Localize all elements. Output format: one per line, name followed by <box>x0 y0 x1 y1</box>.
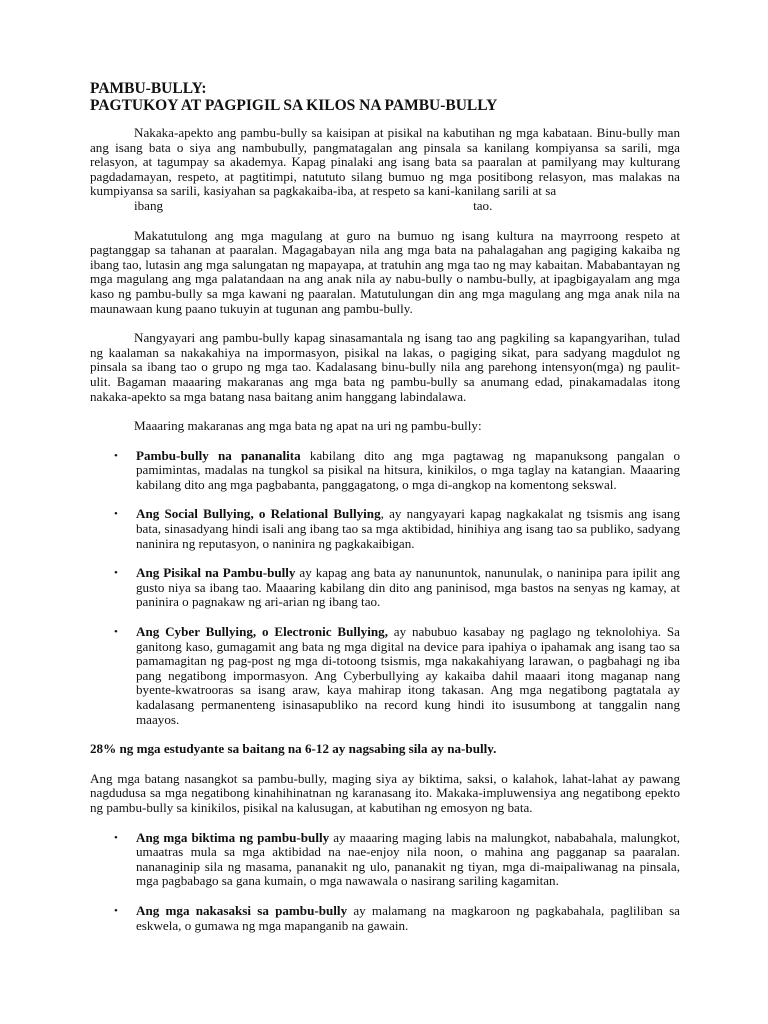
intro-last-line <box>90 199 680 214</box>
list-item <box>90 566 680 610</box>
document-body <box>90 126 680 933</box>
item-term: Ang Cyber Bullying, o Electronic Bullying, <box>136 624 388 640</box>
item-text: ay malamang na magkaroon ng pagkabahala, pagliliban sa eskwela, o gumawa ng mga mapanganib na gawain. <box>136 902 680 933</box>
bullying-types-list <box>90 449 680 728</box>
document-title <box>90 80 680 114</box>
bullet-icon: • <box>114 904 118 917</box>
item-text: , ay nangyayari kapag nagkakalat ng tsismis ang isang bata, sinasadyang hindi isali ang ibang tao sa mga aktibidad, hinihiya ang isang tao sa publiko, sadyang naninira ng reputasyon, o naninira ng pagkakaibigan. <box>136 506 681 551</box>
item-term: Ang mga nakasaksi sa pambu-bully <box>136 902 348 918</box>
intro-paragraph <box>90 126 680 214</box>
bullet-icon: • <box>114 831 118 844</box>
statistic-heading: 28% ng mga estudyante sa baitang na 6-12 ay nagsabing sila ay na-bully. <box>90 741 497 757</box>
types-intro: Maaaring makaranas ang mga bata ng apat na uri ng pambu-bully: <box>134 418 482 434</box>
list-item <box>90 449 680 493</box>
item-term: Pambu-bully na pananalita <box>136 447 301 463</box>
intro-last-word-b: tao. <box>473 197 493 213</box>
bullet-icon: • <box>114 449 118 462</box>
item-term: Ang Social Bullying, o Relational Bullying <box>136 506 381 522</box>
intro-last-word-a: ibang <box>134 197 164 213</box>
item-text: ay maaaring maging labis na malungkot, nababahala, malungkot, umaatras mula sa mga aktibidad na nae-enjoy nila noon, o mahina ang pagganap sa paaralan. nananaginip sila ng masama, pananakit ng ulo, pananakit ng tiyan, mga di-maipaliwanag na pinsala, mga pagbabago sa gana kumain, o mga nawawala o nasirang sariling kagamitan. <box>136 829 680 889</box>
parents-paragraph: Makatutulong ang mga magulang at guro na bumuo ng isang kultura na mayrroong respeto at pagtanggap sa tahanan at paaralan. Magagabayan nila ang mga bata na pahalagahan ang pagiging kakaiba ng ibang tao, lutasin ang mga salungatan ng mapayapa, at tratuhin ang mga tao ng may kabaitan. Mababantayan ng mga magulang ang mga palatandaan na ang anak nila ay nabu-bully o nambu-bully, at ipagbigayalam ang mga kaso ng pambu-bully sa mga kawani ng paaralan. Matutulungan din ang mga magulang ang mga anak nila na maunawaan kung paano tukuyin at tugunan ang pambu-bully. <box>90 227 680 316</box>
item-text: ay nabubuo kasabay ng paglago ng teknolohiya. Sa ganitong kaso, gumagamit ang bata ng mga digital na device para ipahiya o ipahamak ang isang tao sa pamamagitan ng pag-post ng mga di-totoong tsismis, mga nakakahiyang larawan, o pagbahagi ng iba pang negatibong impormasyon. Ang Cyberbullying ay kakaiba dahil maaari itong maganap nang byente-kwatrooras sa isang araw, kaya mahirap itong takasan. Ang mga negatibong pagtatala ay kadalasang permanenteng isinasapubliko na record kung hindi ito isusumbong at tanggalin nang maayos. <box>136 624 680 727</box>
intro-text: Nakaka-apekto ang pambu-bully sa kaisipan at pisikal na kabutihan ng mga kabataan. Binu-bully man ang isang bata o siya ang nambubully, pangmatagalan ang pinsala sa kanilang kompiyansa sa sarili, mga relasyon, at tagumpay sa akademya. Kapag pinalaki ang isang bata sa paaralan at pamilyang may kulturang pagdadamayan, respeto, at pagtitimpi, natututo silang bumuo ng mga positibong relasyon, mas malakas na kumpiyansa sa sarili, kasiyahan sa pagkakaiba-iba, at respeto sa kani-kanilang sarili at sa <box>90 125 680 199</box>
bullet-icon: • <box>114 626 118 639</box>
list-item <box>90 904 680 933</box>
list-item <box>90 507 680 551</box>
title-line-1: PAMBU-BULLY: <box>90 80 207 97</box>
list-item <box>90 625 680 727</box>
effects-list <box>90 831 680 934</box>
item-term: Ang Pisikal na Pambu-bully <box>136 565 296 581</box>
item-term: Ang mga biktima ng pambu-bully <box>136 829 330 845</box>
definition-paragraph: Nangyayari ang pambu-bully kapag sinasamantala ng isang tao ang pagkiling sa kapangyarihan, tulad ng kaalaman sa nakakahiya na impormasyon, pisikal na lakas, o pagiging sikat, para sadyang magdulot ng pinsala sa ibang tao o grupo ng mga tao. Kadalasang binu-bully nila ang parehong intensyon(mga) ng paulit-ulit. Bagaman maaaring makaranas ang mga bata ng pambu-bully sa anumang edad, pinakamadalas itong nakaka-apekto sa mga batang nasa baitang anim hanggang labindalawa. <box>90 330 680 404</box>
effects-paragraph: Ang mga batang nasangkot sa pambu-bully, maging siya ay biktima, saksi, o kalahok, lahat-lahat ay pawang nagdudusa sa mga negatibong kinahihinatnan ng karanasang ito. Makaka-impluwensiya ang negatibong epekto ng pambu-bully sa kinikilos, pisikal na kalusugan, at kabutihan ng emosyon ng bata. <box>90 770 680 815</box>
title-line-2: PAGTUKOY AT PAGPIGIL SA KILOS NA PAMBU-BULLY <box>90 97 498 114</box>
bullet-icon: • <box>114 508 118 521</box>
item-text: ay kapag ang bata ay nanununtok, nanunulak, o naninipa para ipilit ang gusto niya sa ibang tao. Maaaring kabilang din dito ang paninisod, mga bastos na senyas ng kamay, at paninira o pagnakaw ng ari-arian ng ibang tao. <box>136 565 680 610</box>
list-item <box>90 831 680 889</box>
item-text: kabilang dito ang mga pagtawag ng mapanuksong pangalan o pamimintas, madalas na tungkol sa pisikal na hitsura, kinikilos, o mga taglay na katangian. Maaaring kabilang dito ang mga pagbabanta, panggagatong, o mga di-angkop na komentong sekswal. <box>136 447 681 492</box>
bullet-icon: • <box>114 567 118 580</box>
